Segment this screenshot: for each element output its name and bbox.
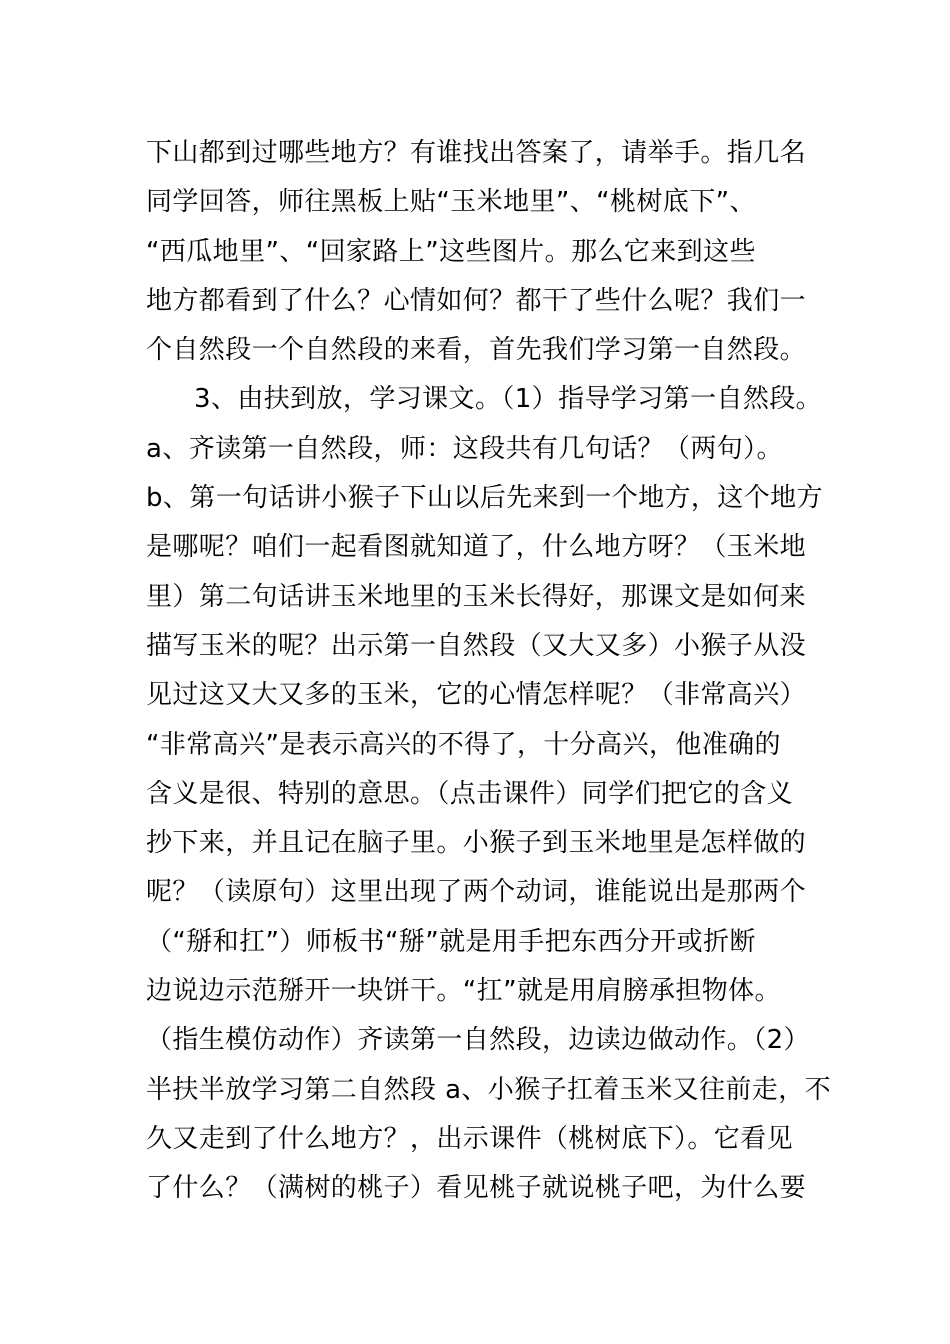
text-line: “非常高兴”是表示高兴的不得了，十分高兴，他准确的 (146, 729, 781, 760)
text-line: 了什么？（满树的桃子）看见桃子就说桃子吧，为什么要 (146, 1173, 807, 1204)
text-line: 久又走到了什么地方？，出示课件（桃树底下）。它看见 (146, 1123, 794, 1154)
text-line: 是哪呢？咱们一起看图就知道了，什么地方呀？（玉米地 (146, 532, 807, 563)
text-line: 个自然段一个自然段的来看，首先我们学习第一自然段。 (146, 335, 807, 366)
text-line: b、第一句话讲小猴子下山以后先来到一个地方，这个地方 (146, 483, 823, 514)
text-line: 呢？（读原句）这里出现了两个动词，谁能说出是那两个 (146, 877, 807, 908)
text-line: a、齐读第一自然段，师：这段共有几句话？（两句）。 (146, 433, 783, 464)
text-line: 见过这又大又多的玉米，它的心情怎样呢？（非常高兴） (146, 680, 807, 711)
text-line: 半扶半放学习第二自然段 a、小猴子扛着玉米又往前走，不 (146, 1074, 831, 1105)
text-line: 地方都看到了什么？心情如何？都干了些什么呢？我们一 (146, 285, 807, 316)
text-line: 描写玉米的呢？出示第一自然段（又大又多）小猴子从没 (146, 630, 807, 661)
text-line: （“掰和扛”）师板书“掰”就是用手把东西分开或折断 (146, 926, 756, 957)
text-line: 里）第二句话讲玉米地里的玉米长得好，那课文是如何来 (146, 581, 807, 612)
text-line: 下山都到过哪些地方？有谁找出答案了，请举手。指几名 (146, 138, 807, 168)
text-line: 边说边示范掰开一块饼干。“扛”就是用肩膀承担物体。 (146, 976, 781, 1007)
text-line: 抄下来，并且记在脑子里。小猴子到玉米地里是怎样做的 (146, 828, 807, 859)
text-line: 含义是很、特别的意思。（点击课件）同学们把它的含义 (146, 778, 794, 809)
text-line: （指生模仿动作）齐读第一自然段，边读边做动作。（2） (146, 1025, 810, 1056)
text-line: “西瓜地里”、“回家路上”这些图片。那么它来到这些 (146, 236, 756, 267)
text-line-paragraph-start: 3、由扶到放，学习课文。（1）指导学习第一自然段。 (194, 384, 823, 415)
body-text (146, 129, 846, 1214)
text-line: 同学回答，师往黑板上贴“玉米地里”、“桃树底下”、 (146, 187, 756, 218)
